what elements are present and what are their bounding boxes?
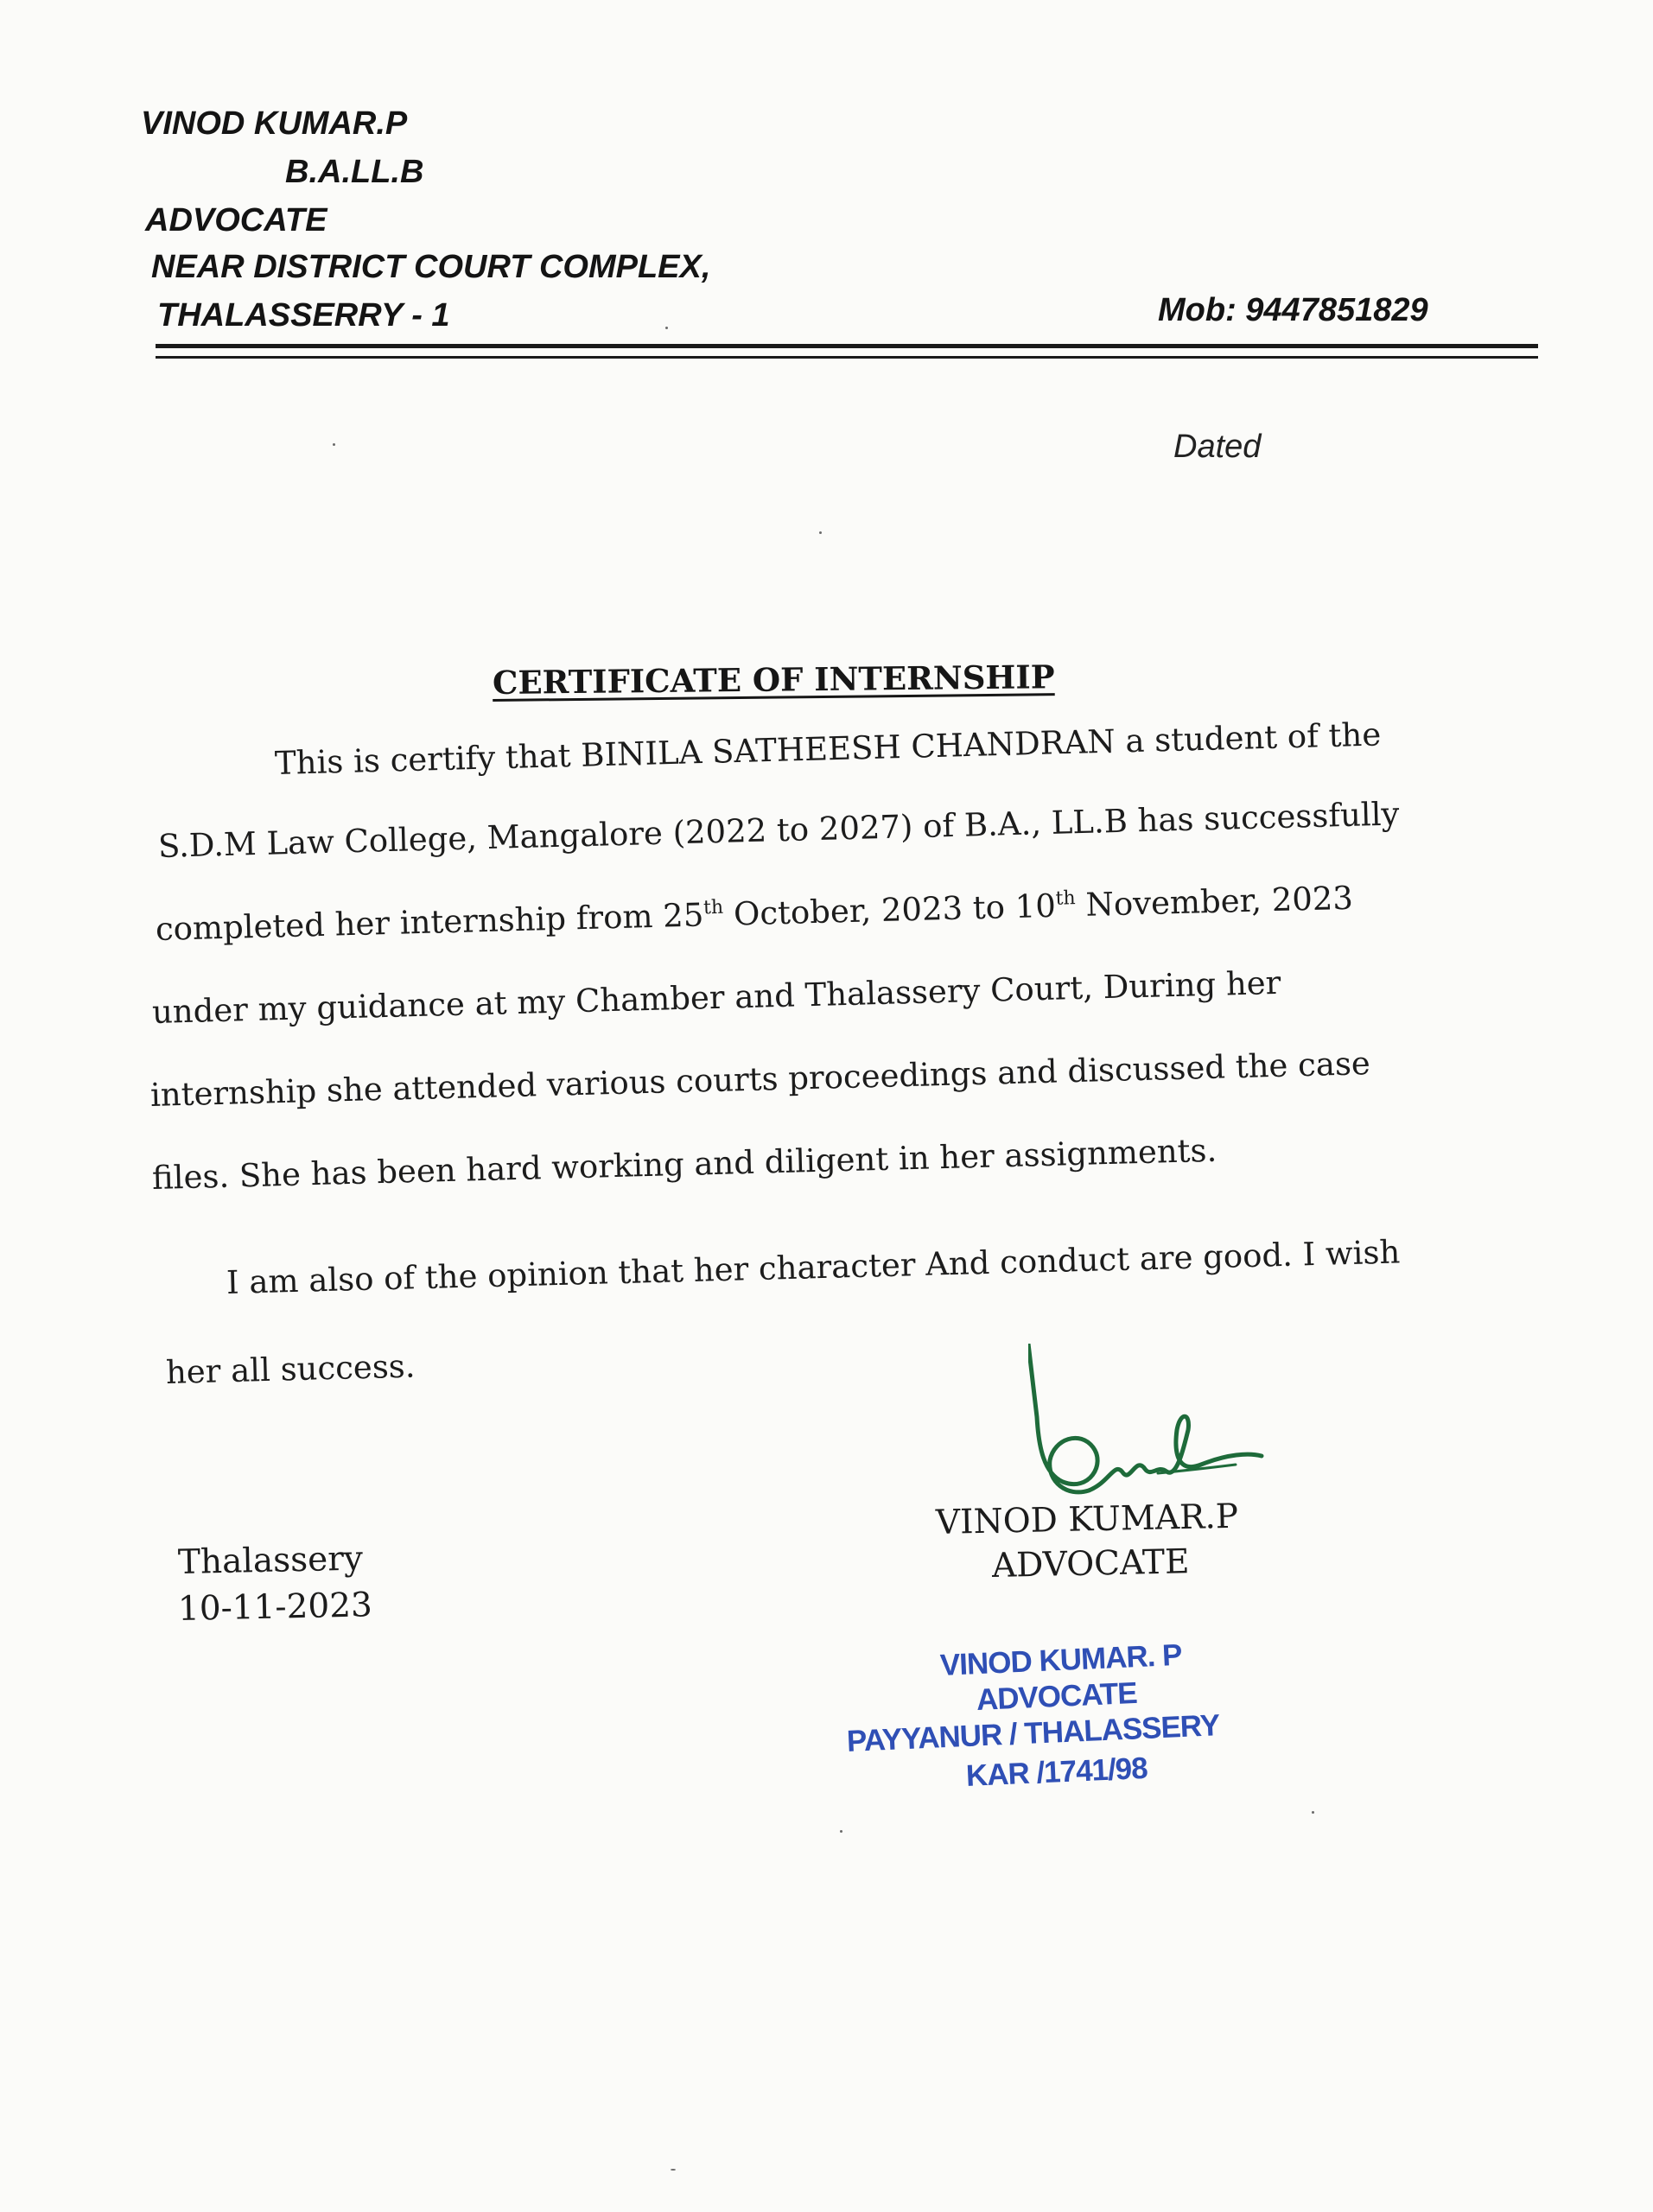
letterhead-degree: B.A.LL.B	[285, 154, 424, 190]
body-line-2: S.D.M Law College, Mangalore (2022 to 2027) of B.A., LL.B has successfully	[157, 795, 1400, 865]
signatory-name: VINOD KUMAR.P	[935, 1497, 1239, 1542]
ordinal-suffix: th	[1055, 887, 1076, 910]
letterhead-rule-thin	[156, 356, 1538, 359]
letterhead-address-line1: NEAR DISTRICT COURT COMPLEX,	[151, 249, 711, 285]
body-line-7: I am also of the opinion that her character And conduct are good. I wish	[226, 1233, 1401, 1301]
footer-date: 10-11-2023	[177, 1586, 373, 1629]
dated-label: Dated	[1173, 429, 1262, 465]
body-line-6: files. She has been hard working and diligent in her assignments.	[151, 1131, 1217, 1197]
scan-speck	[671, 2169, 676, 2171]
letterhead-address-line2: THALASSERRY - 1	[157, 297, 450, 334]
body-line-3-text-a: completed her internship from 25	[155, 896, 704, 948]
letterhead-name: VINOD KUMAR.P	[141, 105, 408, 142]
stamp-line-2: ADVOCATE	[976, 1675, 1138, 1717]
body-line-5: internship she attended various courts proceedings and discussed the case	[149, 1045, 1371, 1114]
letterhead-title: ADVOCATE	[145, 202, 327, 238]
ordinal-suffix: th	[703, 896, 724, 919]
scan-speck	[665, 327, 668, 329]
body-line-3-text-c: November, 2023	[1075, 879, 1354, 925]
body-line-3	[155, 880, 1353, 948]
body-line-8: her all success.	[165, 1347, 416, 1391]
scan-speck	[840, 1830, 842, 1833]
body-line-1: This is certify that BINILA SATHEESH CHANDRAN a student of the	[274, 715, 1382, 782]
handwritten-signature	[1028, 1344, 1270, 1516]
stamp-line-1: VINOD KUMAR. P	[939, 1637, 1183, 1682]
scan-speck	[333, 443, 335, 446]
letterhead-mobile: Mob: 9447851829	[1158, 292, 1428, 328]
body-line-3-text-b: October, 2023 to 10	[722, 887, 1057, 933]
signatory-title: ADVOCATE	[991, 1542, 1190, 1586]
scan-speck	[1312, 1811, 1314, 1814]
footer-place: Thalassery	[177, 1539, 364, 1582]
stamp-line-3: PAYYANUR / THALASSERY	[846, 1708, 1220, 1758]
letterhead-rule-thick	[156, 344, 1538, 348]
scan-speck	[819, 531, 822, 534]
stamp-line-4: KAR /1741/98	[965, 1751, 1148, 1793]
certificate-heading: CERTIFICATE OF INTERNSHIP	[492, 658, 1055, 702]
body-line-4: under my guidance at my Chamber and Thalassery Court, During her	[151, 963, 1281, 1031]
